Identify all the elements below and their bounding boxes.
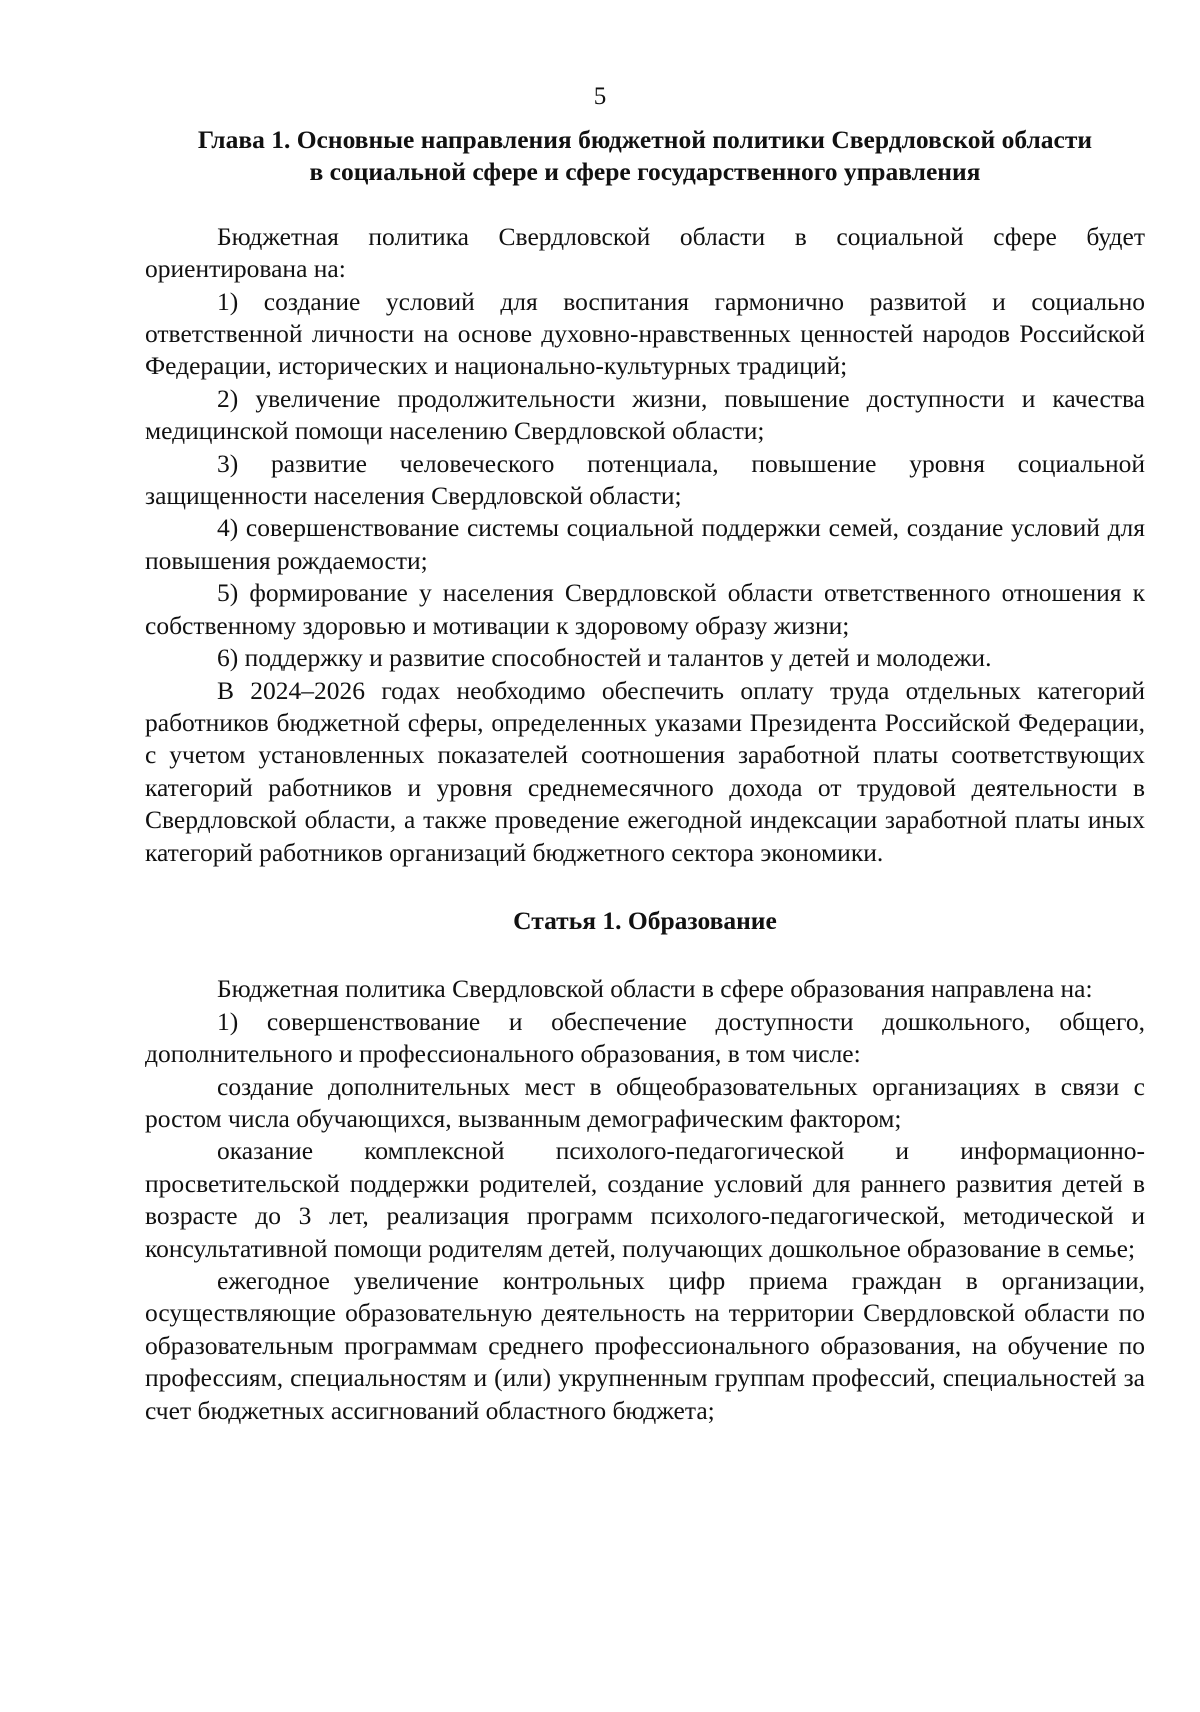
list-item: 6) поддержку и развитие способностей и талантов у детей и молодежи.: [217, 643, 992, 673]
article-title: Статья 1. Образование: [513, 905, 777, 935]
article-text: [145, 973, 1145, 1427]
paragraph: В 2024–2026 годах необходимо обеспечить оплату труда отдельных категорий работников бюджетной сферы, определенных указами Президента Российской Федерации, с учетом установленных показателей соотношения заработной платы соответствующих категорий работников и уровня среднемесячного дохода от трудовой деятельности в Свердловской области, а также проведение ежегодной индексации заработной платы иных категорий работников организаций бюджетного сектора экономики.: [145, 675, 1145, 867]
list-item: 3) развитие человеческого потенциала, повышение уровня социальной защищенности населения Свердловской области;: [145, 448, 1145, 511]
list-item: 2) увеличение продолжительности жизни, повышение доступности и качества медицинской помощи населению Свердловской области;: [145, 383, 1145, 446]
document-body: [145, 124, 1145, 1427]
list-item: 4) совершенствование системы социальной поддержки семей, создание условий для повышения рождаемости;: [145, 513, 1145, 575]
sub-item: оказание комплексной психолого-педагогической и информационно-просветительской поддержки родителей, создание условий для раннего развития детей в возрасте до 3 лет, реализация программ психолого-педагогической, методической и консультативной помощи родителям детей, получающих дошкольное образование в семье;: [145, 1136, 1145, 1263]
sub-item: ежегодное увеличение контрольных цифр приема граждан в организации, осуществляющие образовательную деятельность на территории Свердловской области по образовательным программам среднего профессионального образования, на обучение по профессиям, специальностям и (или) укрупненным группам профессий, специальностей за счет бюджетных ассигнований областного бюджета;: [145, 1266, 1145, 1425]
paragraph: Бюджетная политика Свердловской области в социальной сфере будет ориентирована на:: [145, 221, 1145, 284]
chapter-title-line-1: Глава 1. Основные направления бюджетной политики Свердловской области: [197, 125, 1093, 154]
paragraph: Бюджетная политика Свердловской области в сфере образования направлена на:: [217, 974, 1093, 1004]
list-item: 1) создание условий для воспитания гармонично развитой и социально ответственной личности на основе духовно-нравственных ценностей народов Российской Федерации, исторических и национально-культурных традиций;: [145, 286, 1145, 381]
chapter-text: [145, 221, 1145, 869]
chapter-title: [145, 124, 1145, 189]
list-item: 5) формирование у населения Свердловской области ответственного отношения к собственному здоровью и мотивации к здоровому образу жизни;: [145, 578, 1145, 640]
sub-item: создание дополнительных мест в общеобразовательных организациях в связи с ростом числа обучающихся, вызванным демографическим фактором;: [145, 1071, 1145, 1133]
list-item: 1) совершенствование и обеспечение доступности дошкольного, общего, дополнительного и профессионального образования, в том числе:: [145, 1006, 1145, 1069]
chapter-title-line-2: в социальной сфере и сфере государственного управления: [309, 157, 981, 187]
page-number: 5: [593, 83, 607, 110]
